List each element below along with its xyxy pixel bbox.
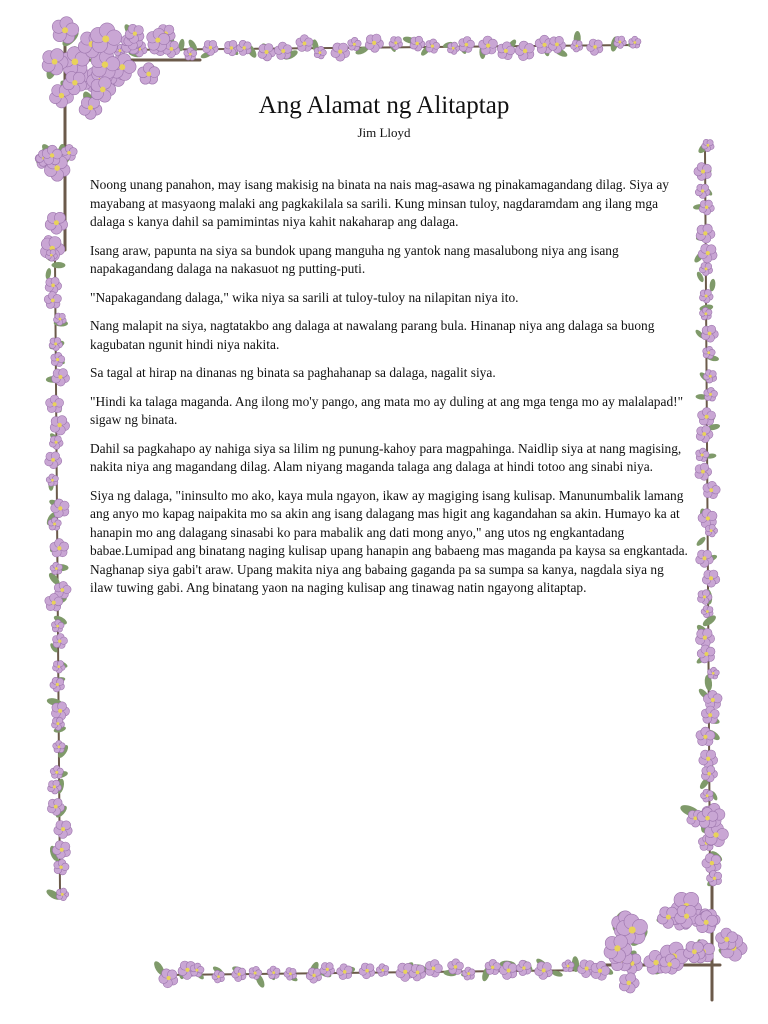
blossom <box>702 570 720 587</box>
blossom <box>699 263 712 276</box>
blossom <box>698 408 716 426</box>
blossom <box>138 63 160 85</box>
blossom <box>425 960 442 977</box>
blossom <box>703 481 720 498</box>
document-title: Ang Alamat ng Alitaptap <box>258 92 510 119</box>
paragraph: "Hindi ka talaga maganda. Ang ilong mo'y pango, ang mata mo ay duling at ang mga tenga mo ay malalapad!" sigaw ng binata. <box>90 393 684 427</box>
blossom <box>515 41 534 60</box>
blossom <box>699 289 713 303</box>
paragraph: Nang malapit na siya, nagtatakbo ang dalaga at nawalang parang bula. Hinanap niya ang dalaga sa buong kagubatan ngunit hindi niya nakita. <box>90 318 655 352</box>
blossom <box>409 964 426 981</box>
blossom <box>190 963 204 977</box>
paragraph: "Napakagandang dalaga," wika niya sa sarili at tuloy-tuloy na nilapitan niya ito. <box>90 289 519 305</box>
blossom <box>50 539 69 557</box>
blossom <box>44 292 61 309</box>
blossom <box>50 677 65 692</box>
blossom <box>695 184 710 198</box>
blossom <box>701 789 714 802</box>
blossom <box>619 973 639 993</box>
blossom <box>696 727 715 746</box>
blossom <box>53 740 65 752</box>
blossom <box>237 40 252 55</box>
blossom <box>698 244 717 263</box>
blossom <box>50 766 63 779</box>
blossom <box>704 387 718 401</box>
blossom <box>284 968 297 981</box>
blossom <box>274 42 292 59</box>
blossom <box>448 959 464 975</box>
blossom <box>53 634 68 649</box>
blossom <box>694 163 711 181</box>
paragraph: Isang araw, papunta na siya sa bundok upang manguha ng yantok nang masalubong niya ang isang napakagandang dalaga na nakasuot ng putting-puti. <box>90 242 619 276</box>
blossom <box>348 37 362 50</box>
blossom <box>51 352 65 366</box>
paragraph: Siya ng dalaga, "ininsulto mo ako, kaya mula ngayon, ikaw ay magiging isang kulisap. Manunumbalik lamang ang anyo mo kapag naipakita mo sa akin ang isang dalagang mas higit ang kagandahan sa akin. Humayo ka at hanapin mo ang dalagang sinasabi ko para mabalik ang dati mong anyo," ang utos ng engkantadang babae.Lumipad ang binatang naging kulisap upang hanapin ang babaeng mas maganda pa kaysa sa engkantada. Naghanap siya gabi't araw. Upang makita niya ang babaing gaganda pa sa sumpa sa kanya, nagdala siya ng ilaw tuwing gabi. Ang binatang yaon na naging kulisap ang tinawag natin ngayong alitaptap. <box>90 487 688 595</box>
blossom <box>46 395 64 413</box>
blossom <box>45 277 62 294</box>
blossom <box>535 962 553 980</box>
blossom <box>516 960 531 975</box>
blossom <box>306 968 321 983</box>
paragraph: Noong unang panahon, may isang makisig na binata na nais mag-asawa ng pinakamagandang dilag. Siya ay mayabang at masyaong malaki ang pagkakilala sa sarili. Kung minsan tuloy, nagdaramdam ang ilang mga dalaga s kanya dahil sa pamimintas niya kahit nakaharap ang dalaga. <box>90 177 669 229</box>
blossom <box>699 200 714 215</box>
blossom <box>50 562 63 574</box>
paragraph: Dahil sa pagkahapo ay nahiga siya sa lilim ng punung-kahoy para magpahinga. Naidlip siya at nang magising, nakita niya ang magandang dilag. Alam niyang maganda talaga ang dalaga at hindi totoo ang sinabi niya. <box>90 440 682 474</box>
blossom <box>485 959 501 974</box>
blossom <box>426 39 440 53</box>
blossom <box>46 474 58 486</box>
blossom <box>587 39 603 55</box>
blossom <box>701 325 718 342</box>
blossom <box>703 370 716 383</box>
paragraph: Sa tagal at hirap na dinanas ng binata sa paghahanap sa dalaga, nagalit siya. <box>90 365 496 380</box>
blossom <box>462 967 475 980</box>
blossom <box>629 36 641 48</box>
blossom <box>695 463 712 480</box>
blossom <box>359 963 375 979</box>
blossom <box>331 43 350 61</box>
blossom <box>56 888 68 901</box>
blossom <box>696 550 714 567</box>
blossom <box>701 605 713 617</box>
blossom <box>696 629 715 648</box>
blossom <box>716 928 738 950</box>
blossom <box>296 35 313 52</box>
blossom <box>447 42 459 54</box>
blossom <box>571 40 583 52</box>
blossom <box>54 821 72 839</box>
blossom <box>699 750 718 768</box>
blossom <box>479 36 498 55</box>
blossom <box>49 436 63 450</box>
blossom <box>212 970 224 983</box>
blossom <box>337 964 353 980</box>
blossom <box>701 766 717 782</box>
blossom <box>702 853 721 873</box>
document-author: Jim Lloyd <box>357 125 411 140</box>
blossom <box>45 452 62 469</box>
blossom <box>258 44 276 61</box>
blossom <box>696 224 715 243</box>
blossom <box>708 667 720 679</box>
blossom <box>267 966 280 979</box>
blossom <box>50 416 69 435</box>
blossom <box>52 369 70 387</box>
blossom <box>54 859 69 874</box>
blossom <box>410 36 425 51</box>
blossom <box>705 524 717 537</box>
blossom <box>53 661 66 674</box>
document-body <box>90 176 690 608</box>
blossom <box>376 964 389 977</box>
blossom <box>459 37 475 53</box>
